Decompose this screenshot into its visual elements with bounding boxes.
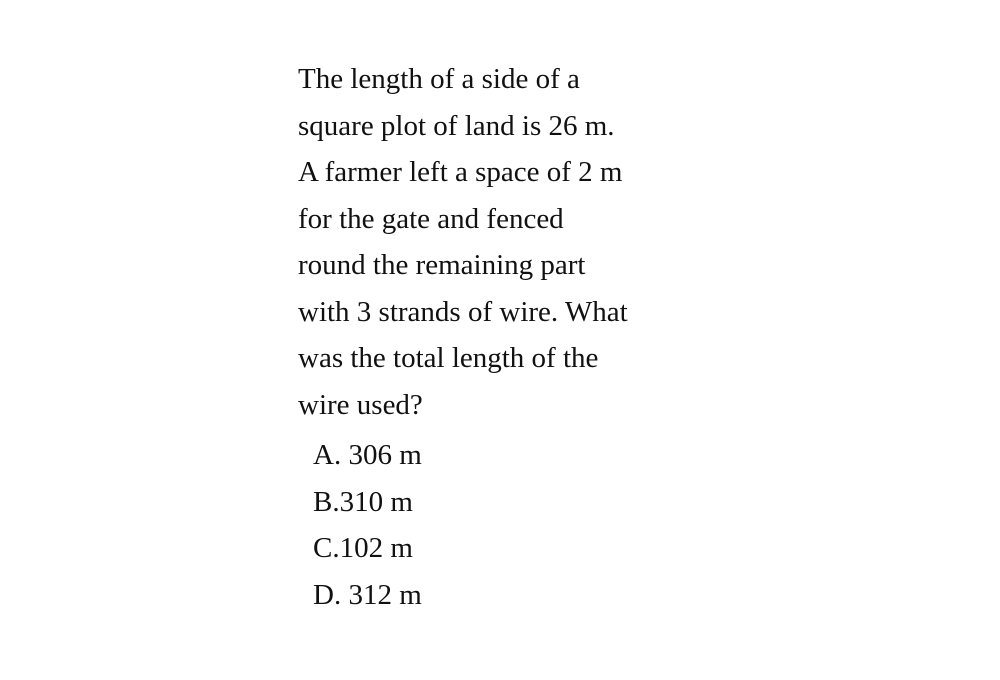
option-d: D. 312 m bbox=[313, 578, 422, 611]
question-text bbox=[298, 56, 718, 428]
question-line: wire used? bbox=[298, 388, 423, 421]
question-line: was the total length of the bbox=[298, 342, 599, 374]
question-line: square plot of land is 26 m. bbox=[298, 109, 615, 142]
question-line: The length of a side of a bbox=[298, 63, 580, 95]
answer-options bbox=[313, 432, 613, 618]
question-line: round the remaining part bbox=[298, 249, 586, 281]
option-b: B.310 m bbox=[313, 485, 413, 518]
question-line: A farmer left a space of 2 m bbox=[298, 156, 623, 188]
question-line: with 3 strands of wire. What bbox=[298, 295, 628, 328]
question-line: for the gate and fenced bbox=[298, 202, 564, 235]
option-c: C.102 m bbox=[313, 532, 413, 564]
option-a: A. 306 m bbox=[313, 439, 422, 471]
